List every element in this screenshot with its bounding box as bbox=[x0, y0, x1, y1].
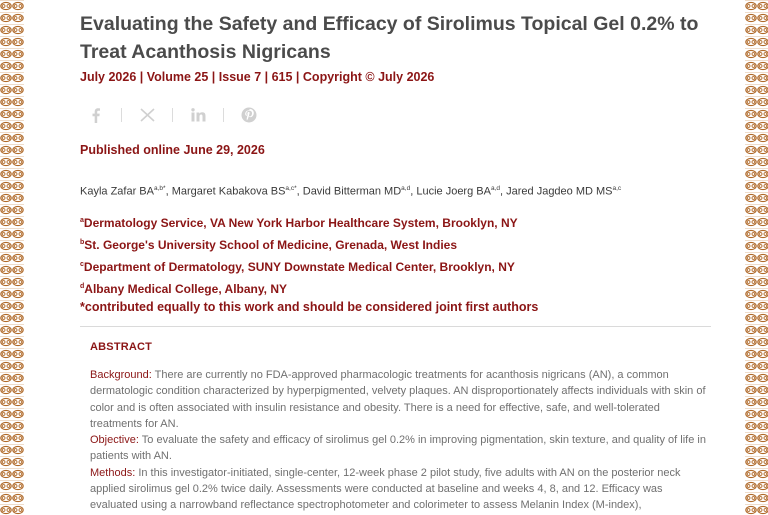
equal-contribution-note: *contributed equally to this work and should be considered joint first authors bbox=[80, 300, 539, 314]
abstract-section-text: There are currently no FDA-approved pharmacologic treatments for acanthosis nigricans (AN), a common dermatologic condition characterized by hyperpigmented, velvety plaques. AN disproportionately affects individuals with skin of color and is often associated with insulin resistance and obesity. There is a need for effective, safe, and well-tolerated treatments for AN. bbox=[90, 369, 706, 430]
abstract-body bbox=[90, 367, 710, 514]
affiliation-item bbox=[80, 211, 518, 233]
affiliation-marker: a bbox=[80, 217, 84, 224]
author: Jared Jagdeo MD MS bbox=[506, 185, 613, 198]
share-divider bbox=[223, 108, 224, 122]
abstract-section-text: To evaluate the safety and efficacy of sirolimus gel 0.2% in improving pigmentation, skin texture, and quality of life in patients with AN. bbox=[90, 434, 706, 463]
author-affiliation-marker: a,d bbox=[490, 185, 500, 192]
section-divider bbox=[80, 326, 711, 327]
share-divider bbox=[121, 108, 122, 122]
affiliation-text: Dermatology Service, VA New York Harbor Healthcare System, Brooklyn, NY bbox=[83, 216, 518, 230]
abstract-section bbox=[90, 367, 710, 432]
affiliation-marker: c bbox=[80, 261, 84, 268]
author-affiliation-marker: a,b* bbox=[153, 185, 166, 192]
affiliation-list bbox=[80, 211, 518, 299]
abstract-section-label: Methods: bbox=[90, 466, 136, 479]
abstract-section-label: Background: bbox=[90, 369, 152, 381]
author: David Bitterman MD bbox=[302, 185, 402, 198]
author: Kayla Zafar BA bbox=[80, 185, 154, 198]
author-list: Kayla Zafar $BA^{a,b*}$, Margaret Kabakova $BS^{a,c*}$, David Bitterman MD$^{a,d}$, Lucie Joerg BA$^{a,d}$, Jared Jagdeo MD MS$^{a,c}$ bbox=[80, 185, 622, 198]
article-title: Evaluating the Safety and Efficacy of Sirolimus Topical Gel 0.2% to Treat Acanthosis Nigricans bbox=[80, 13, 699, 63]
author-affiliation-marker: a,c bbox=[612, 185, 622, 192]
author: Margaret Kabakova BS bbox=[171, 185, 286, 198]
author: Lucie Joerg BA bbox=[416, 185, 491, 198]
share-divider bbox=[172, 108, 173, 122]
affiliation-text: Albany Medical College, Albany, NY bbox=[84, 282, 287, 296]
abstract-section-text: In this investigator-initiated, single-center, 12-week phase 2 pilot study, five adults with AN on the posterior neck applied sirolimus gel 0.2% twice daily. Assessments were conducted at baseline and weeks 4, 8, and 12. Efficacy was evaluated using a narrowband reflectance spectrophotometer and colorimeter to assess Melanin Index (M-index), bbox=[90, 466, 681, 512]
abstract-section-label: Objective: bbox=[90, 434, 139, 447]
affiliation-text: St. George's University School of Medicine, Grenada, West Indies bbox=[84, 238, 458, 252]
decorative-border-right bbox=[745, 0, 768, 515]
linkedin-icon[interactable] bbox=[189, 106, 207, 124]
author-affiliation-marker: a,d bbox=[401, 185, 411, 192]
abstract-section bbox=[90, 465, 710, 514]
affiliation-text: Department of Dermatology, SUNY Downstate Medical Center, Brooklyn, NY bbox=[83, 260, 515, 274]
affiliation-item bbox=[80, 233, 518, 255]
article-citation: July 2026 | Volume 25 | Issue 7 | 615 | Copyright © July 2026 bbox=[80, 70, 435, 84]
affiliation-marker: d bbox=[80, 283, 85, 290]
affiliation-item bbox=[80, 255, 518, 277]
facebook-icon[interactable] bbox=[87, 106, 105, 124]
pinterest-icon[interactable] bbox=[240, 106, 258, 124]
author-affiliation-marker: a,c* bbox=[285, 185, 297, 192]
abstract-section bbox=[90, 432, 710, 465]
x-icon[interactable] bbox=[138, 106, 156, 124]
abstract-heading: ABSTRACT bbox=[90, 341, 153, 353]
affiliation-item bbox=[80, 277, 518, 299]
share-bar bbox=[87, 106, 258, 124]
affiliation-marker: b bbox=[80, 239, 85, 246]
decorative-border-left bbox=[0, 0, 24, 515]
published-date: Published online June 29, 2026 bbox=[80, 143, 265, 157]
